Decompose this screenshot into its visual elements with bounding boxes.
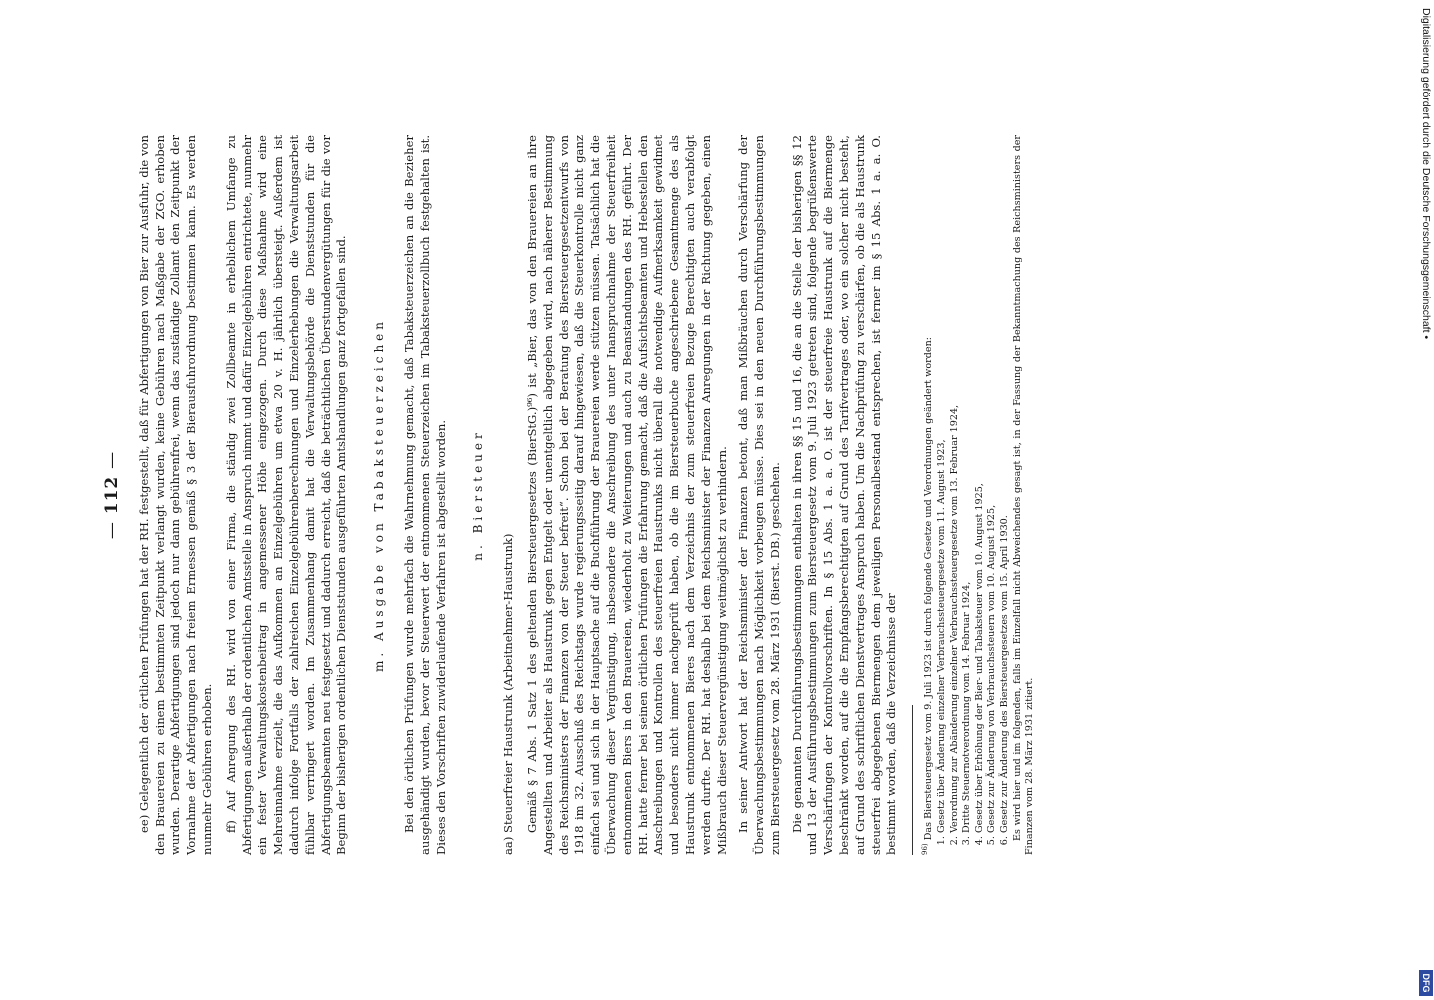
section-heading-n: n. Biersteuer [471,429,486,561]
page-number-value: 112 [102,475,122,515]
footnote-intro: Das Biersteuergesetz vom 9. Juli 1923 ist durch folgende Gesetze und Verordnungen geändert worden: [923,337,935,841]
rotated-document-page [0,60,1434,1000]
paragraph-ff: ff) Auf Anregung des RH. wird von einer Firma, die ständig zwei Zollbeamte in erheblichem Umfange zu Abfertigungen außerhalb der ordentlichen Amtsstelle in Anspruch nimmt und dafür Einzelgebühren entrichtete, nunmehr ein fester Verwaltungskostenbeitrag in angemessener Höhe eingezogen. Durch diese Maßnahme wird eine Mehreinnahme erzielt, die das Aufkommen an Einzelgebühren um etwa 20 v. H. jährlich übersteigt. Außerdem ist dadurch infolge Fortfalls der zahlreichen Einzelgebührenberechnungen und Einzelerhebungen die Verwaltungsarbeit fühlbar verringert worden. Im Zusammenhang damit hat die Verwaltungsbehörde die Dienststunden für die Abfertigungsbeamten neu festgesetzt und dadurch erreicht, daß die beträchtlichen Überstundenvergütungen für die vor Beginn der bisherigen ordentlichen Dienststunden ausgeführten Amtshandlungen ganz fortgefallen sind. [223,135,349,855]
paragraph-haustrunk-3: Die genannten Durchführungsbestimmungen enthalten in ihren §§ 15 und 16, die an die Stelle der bisherigen §§ 12 und 13 der Ausführungsbestimmungen zum Biersteuergesetz vom 9. Juli 1923 getreten sind, folgende begrüßenswerte Verschärfungen der Kontrollvorschriften. In § 15 Abs. 1 a. a. O. ist der steuerfreie Haustrunk auf die Biermenge beschränkt worden, auf die die Empfangsberechtigten auf Grund des Tarifvertrages oder, wo ein solcher nicht besteht, auf Grund des schriftlichen Dienstvertrages Anspruch haben. Um die Nachprüfung zu verschärfen, ob die als Haustrunk steuerfrei abgegebenen Biermengen dem jeweiligen Personalbestand entsprechen, ist ferner im § 15 Abs. 1 a. a. O. bestimmt worden, daß die Verzeichnisse der [789,135,899,855]
footnote-closing: Es wird hier und im folgenden, falls im Einzelfall nicht Abweichendes gesagt ist, in der Fassung der Bekanntmachung des Reichsministers der Finanzen vom 28. März 1931 zitiert. [1011,135,1036,855]
paragraph-haustrunk-1: Gemäß § 7 Abs. 1 Satz 1 des geltenden Biersteuergesetzes (BierStG.)⁹⁶) ist „Bier, das von den Brauereien an ihre Angestellten und Arbeiter als Haustrunk gegen Entgelt oder unentgeltlich abgegeben wird, nach näherer Bestimmung des Reichsministers der Finanzen von der Steuer befreit“. Schon bei der Beratung des Biersteuergesetzentwurfs von 1918 im 32. Ausschuß des Reichstags wurde regierungsseitig darauf hingewiesen, daß die Steuerkontrolle nicht ganz einfach sei und sich in der Hauptsache auf die Buchführung der Brauereien werde stützen müssen. Tatsächlich hat die Überwachung dieser Vergünstigung, insbesondere die Anschreibung des unter Inanspruchnahme der Steuerfreiheit entnommenen Biers in den Brauereien, wiederholt zu Weiterungen und auch zu Beanstandungen des RH. geführt. Der RH. hatte ferner bei seinen örtlichen Prüfungen die Erfahrung gemacht, daß die Aufsichtsbeamten und Hebestellen den Anschreibungen und Kontrollen des steuerfreien Haustrunks nicht überall die notwendige Aufmerksamkeit gewidmet und besonders nicht immer nachgeprüft haben, ob die im Biersteuerbuche angeschriebene Gesamtmenge des als Haustrunk entnommenen Bieres nach dem Verzeichnis der zum steuerfreien Bezuge Berechtigten auch verabfolgt werden durfte. Der RH. hat deshalb bei dem Reichsminister der Finanzen Anregungen in der Richtung gegeben, einen Mißbrauch dieser Steuervergünstigung weitmöglichst zu verhindern. [524,135,729,855]
paragraph-ee: ee) Gelegentlich der örtlichen Prüfungen hat der RH. festgestellt, daß für Abfertigungen von Bier zur Ausfuhr, die von den Brauereien zu einem bestimmten Zeitpunkt verlangt wurden, keine Gebühren nach Maßgabe der ZGO. erhoben wurden. Derartige Abfertigungen sind jedoch nur dann gebührenfrei, wenn das zuständige Zollamt den Zeitpunkt der Vornahme der Abfertigungen nach freiem Ermessen gemäß § 3 der Bierausfuhrordnung bestimmen kann. Es werden nunmehr Gebühren erhoben. [136,135,214,855]
footnote-item: 1. Gesetz über Änderung einzelner Verbrauchssteuergesetze vom 11. August 1923, [936,135,949,833]
footnote-item: 6. Gesetz zur Änderung des Biersteuergesetzes vom 15. April 1930. [999,135,1012,833]
footnote-item: 4. Gesetz über Erhöhung der Bier- und Tabaksteuer vom 10. August 1925, [974,135,987,833]
subheading-haustrunk: aa) Steuerfreier Haustrunk (Arbeitnehmer-Haustrunk) [501,533,516,855]
footnote-item: 5. Gesetz zur Änderung von Verbrauchssteuern vom 10. August 1925, [986,135,999,833]
section-heading-m: m. Ausgabe von Tabaksteuerzeichen [372,317,387,673]
dfg-logo: DFG [1419,970,1433,996]
credit-text: Digitalisierung gefördert durch die Deutsche Forschungsgemeinschaft • [1420,8,1432,340]
paragraph-haustrunk-2: In seiner Antwort hat der Reichsminister der Finanzen betont, daß man Mißbräuchen durch Verschärfung der Überwachungsbestimmungen nach Möglichkeit vorbeugen müsse. Dies sei in den neuen Durchführungsbestimmungen zum Biersteuergesetz vom 28. März 1931 (Bierst. DB.) geschehen. [736,135,782,855]
page-text-block [102,135,1037,855]
footnote-divider [912,705,913,855]
page-number: — 112 — [102,450,122,540]
footnote-mark: 96) [921,843,930,855]
footnote-item: 2. Verordnung zur Abänderung einzelner Verbrauchssteuergesetze vom 13. Februar 1924, [949,135,962,833]
digitization-credit [1418,0,1434,1000]
footnote-item: 3. Dritte Steuernotverordnung vom 14. Februar 1924, [961,135,974,833]
footnote-list [936,135,1012,855]
footnote-96 [919,135,1037,855]
paragraph-tabaksteuerzeichen: Bei den örtlichen Prüfungen wurde mehrfach die Wahrnehmung gemacht, daß Tabaksteuerzeichen an die Bezieher ausgehändigt wurden, bevor der Steuerwert der entnommenen Steuerzeichen im Tabaksteuerzollbuch festgehalten ist. Dieses den Vorschriften zuwiderlaufende Verfahren ist abgestellt worden. [401,135,448,855]
